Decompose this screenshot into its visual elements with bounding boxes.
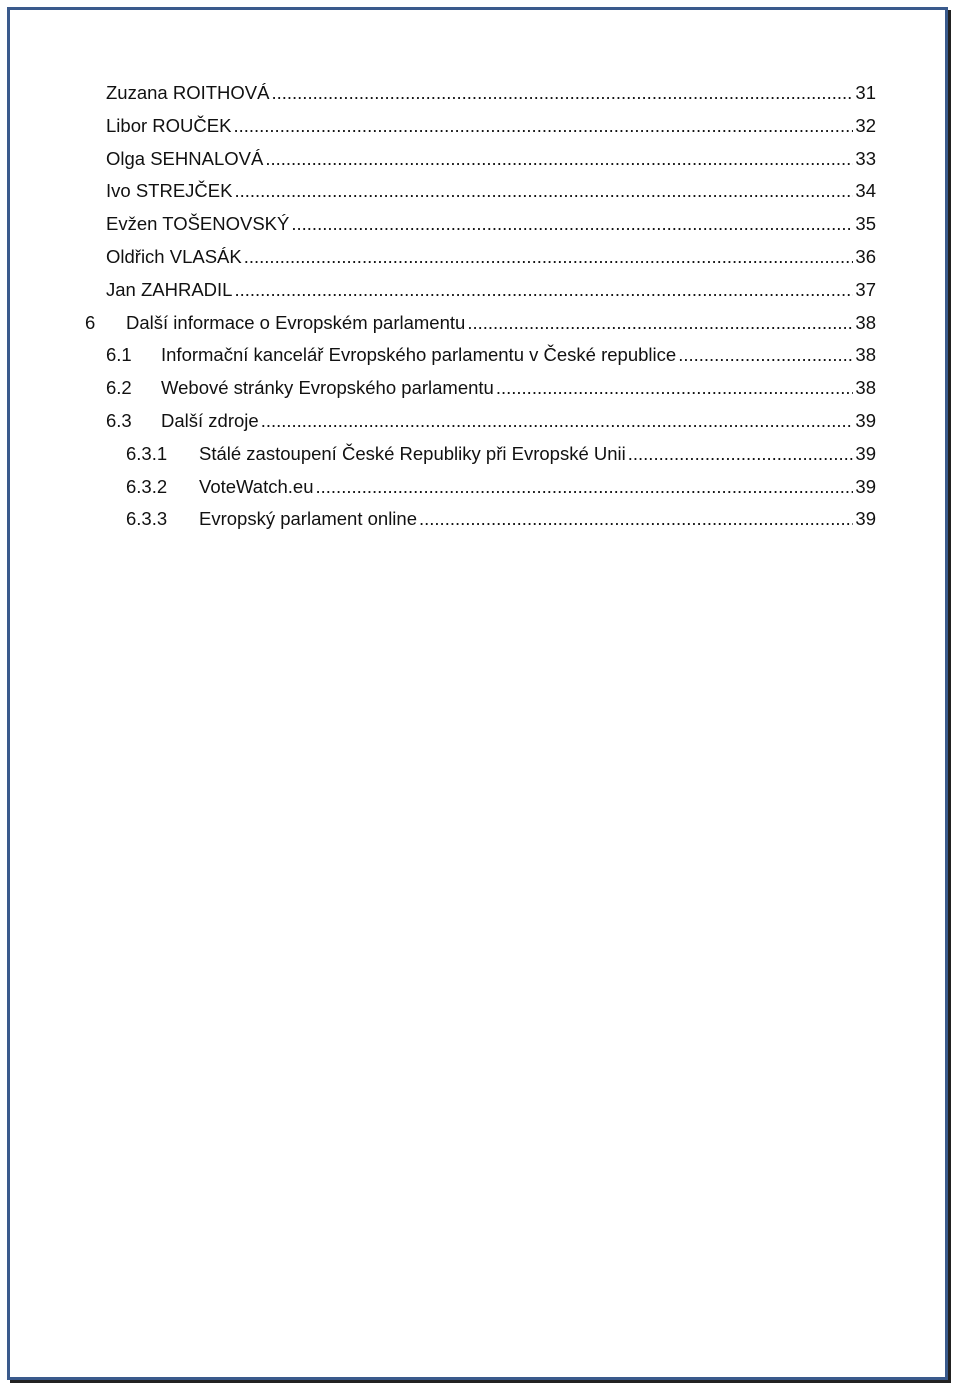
toc-entry-title: Libor ROUČEK (106, 115, 232, 136)
toc-entry[interactable] (106, 148, 876, 176)
toc-entry-page: 38 (855, 312, 876, 333)
toc-entry-number: 6.1 (106, 344, 132, 365)
toc-entry-number: 6.2 (106, 377, 132, 398)
toc-entry-page: 39 (855, 410, 876, 431)
toc-entry-title: Evžen TOŠENOVSKÝ (106, 213, 290, 234)
toc-entry-page: 39 (855, 508, 876, 529)
toc-entry[interactable] (106, 82, 876, 110)
toc-dot-leader (234, 180, 853, 202)
toc-dot-leader (265, 148, 853, 170)
toc-entry-title: Oldřich VLASÁK (106, 246, 242, 267)
toc-entry-page: 37 (855, 279, 876, 300)
toc-entry-title: Stálé zastoupení České Republiky při Evropské Unii (199, 443, 626, 464)
toc-entry-number: 6.3.1 (126, 443, 168, 464)
toc-dot-leader (678, 344, 853, 366)
toc-dot-leader (628, 443, 854, 465)
toc-entry-title: Další informace o Evropském parlamentu (126, 312, 466, 333)
toc-entry-page: 31 (855, 82, 876, 103)
toc-entry[interactable] (106, 180, 876, 208)
toc-entry-title: Webové stránky Evropského parlamentu (161, 377, 494, 398)
toc-entry-number: 6.3.2 (126, 476, 168, 497)
toc-entry-title: Evropský parlament online (199, 508, 417, 529)
toc-entry-page: 33 (855, 148, 876, 169)
toc-entry-title: Další zdroje (161, 410, 259, 431)
toc-dot-leader (261, 410, 854, 432)
toc-entry-title: Ivo STREJČEK (106, 180, 233, 201)
toc-entry[interactable] (106, 115, 876, 143)
toc-entry-page: 35 (855, 213, 876, 234)
toc-entry-page: 39 (855, 443, 876, 464)
toc-entry-number: 6 (85, 312, 96, 333)
toc-entry[interactable] (106, 410, 876, 438)
toc-entry[interactable] (106, 279, 876, 307)
toc-entry[interactable] (85, 312, 876, 340)
toc-entry[interactable] (106, 377, 876, 405)
toc-entry[interactable] (126, 476, 876, 504)
toc-entry-page: 38 (855, 377, 876, 398)
toc-dot-leader (419, 508, 853, 530)
toc-dot-leader (233, 115, 853, 137)
toc-entry-number: 6.3 (106, 410, 132, 431)
toc-dot-leader (291, 213, 853, 235)
toc-entry-title: Zuzana ROITHOVÁ (106, 82, 270, 103)
toc-dot-leader (271, 82, 853, 104)
toc-entry-page: 32 (855, 115, 876, 136)
toc-entry-page: 34 (855, 180, 876, 201)
toc-entry-title: Informační kancelář Evropského parlamentu v České republice (161, 344, 677, 365)
toc-dot-leader (467, 312, 853, 334)
toc-dot-leader (244, 246, 854, 268)
toc-entry[interactable] (106, 344, 876, 372)
toc-entry-number: 6.3.3 (126, 508, 168, 529)
toc-entry[interactable] (126, 508, 876, 536)
toc-entry-page: 39 (855, 476, 876, 497)
toc-entry-title: VoteWatch.eu (199, 476, 314, 497)
toc-entry-title: Olga SEHNALOVÁ (106, 148, 264, 169)
toc-entry[interactable] (126, 443, 876, 471)
toc-dot-leader (316, 476, 854, 498)
toc-entry-page: 38 (855, 344, 876, 365)
toc-entry-title: Jan ZAHRADIL (106, 279, 233, 300)
toc-entry[interactable] (106, 246, 876, 274)
toc-dot-leader (234, 279, 853, 301)
toc-dot-leader (496, 377, 854, 399)
toc-entry-page: 36 (855, 246, 876, 267)
toc-entry[interactable] (106, 213, 876, 241)
